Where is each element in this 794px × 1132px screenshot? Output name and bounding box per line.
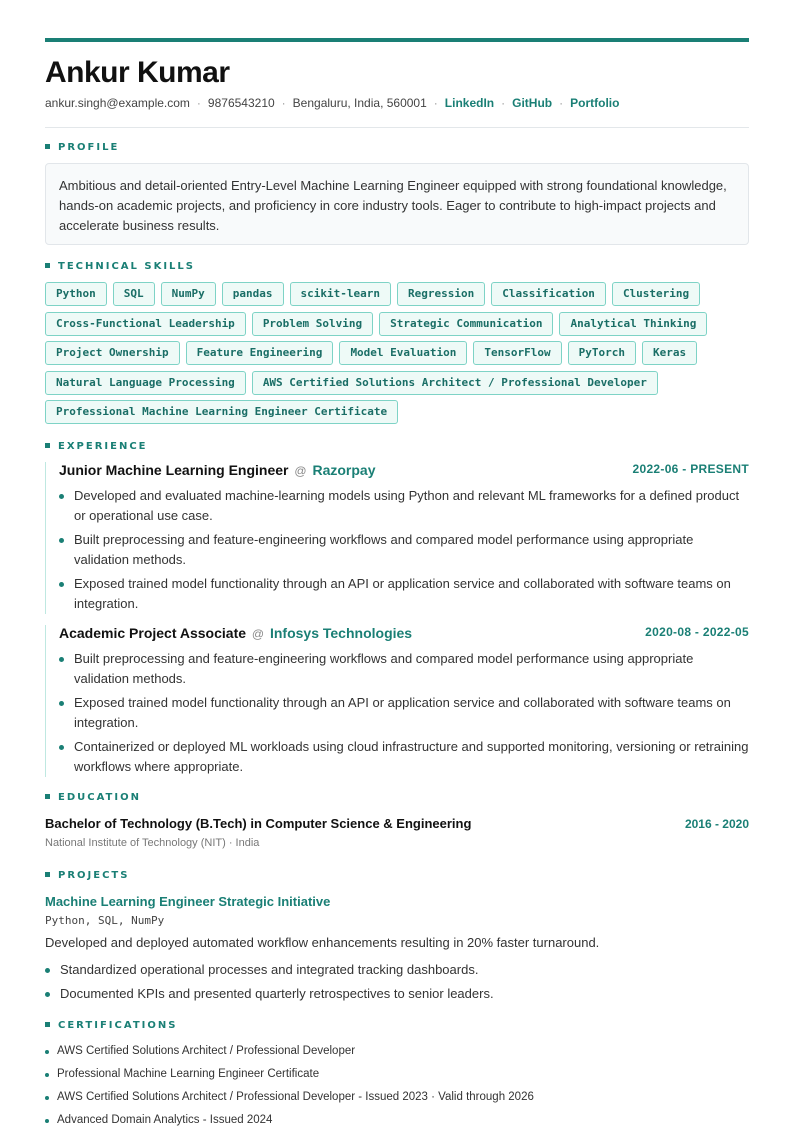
certification-item: Professional Machine Learning Engineer Certificate	[45, 1063, 534, 1086]
job-bullet: Exposed trained model functionality through an API or application service and collaborated with software teams on integration.	[59, 693, 749, 733]
project-bullet: Documented KPIs and presented quarterly retrospectives to senior leaders.	[45, 984, 494, 1004]
experience-entry	[45, 462, 749, 614]
skill-chip: Cross-Functional Leadership	[45, 312, 246, 336]
job-bullet: Developed and evaluated machine-learning models using Python and relevant ML frameworks for a defined product or operational use case.	[59, 486, 749, 526]
certifications-list	[45, 1040, 534, 1132]
section-marker	[45, 263, 50, 268]
skill-chip: Python	[45, 282, 107, 306]
candidate-name: Ankur Kumar	[45, 56, 230, 89]
skills-chip-list	[45, 282, 749, 430]
job-bullets	[59, 486, 749, 618]
contact-email[interactable]: ankur.singh@example.com	[45, 96, 190, 110]
section-marker	[45, 872, 50, 877]
linkedin-link[interactable]: LinkedIn	[444, 96, 495, 110]
skill-chip: SQL	[113, 282, 155, 306]
skill-chip: Feature Engineering	[186, 341, 334, 365]
certifications-heading	[45, 1020, 177, 1031]
section-marker	[45, 443, 50, 448]
skills-row	[45, 371, 749, 401]
education-school: National Institute of Technology (NIT) · India	[45, 837, 260, 849]
skill-chip: Project Ownership	[45, 341, 180, 365]
skill-chip: Analytical Thinking	[559, 312, 707, 336]
education-degree: Bachelor of Technology (B.Tech) in Computer Science & Engineering	[45, 816, 472, 831]
skill-chip: scikit-learn	[290, 282, 391, 306]
section-marker	[45, 144, 50, 149]
company-name: Razorpay	[312, 462, 376, 478]
project-tech-stack: Python, SQL, NumPy	[45, 914, 165, 927]
separator-dot: ·	[281, 96, 286, 110]
at-symbol: @	[294, 464, 307, 478]
portfolio-link[interactable]: Portfolio	[570, 96, 620, 110]
certification-item: Advanced Domain Analytics - Issued 2024	[45, 1109, 534, 1132]
profile-summary: Ambitious and detail-oriented Entry-Level Machine Learning Engineer equipped with strong foundational knowledge, hands-on academic projects, and proficiency in core industry tools. Eager to contribute to high-impact projects and accelerate business results.	[45, 163, 749, 245]
accent-top-bar	[45, 38, 749, 42]
projects-heading-text: PROJECTS	[58, 870, 130, 881]
job-bullets	[59, 649, 749, 781]
contact-line	[45, 96, 619, 110]
section-marker	[45, 794, 50, 799]
project-bullet: Standardized operational processes and integrated tracking dashboards.	[45, 960, 494, 980]
profile-heading	[45, 142, 119, 153]
skill-chip: Professional Machine Learning Engineer Certificate	[45, 400, 398, 424]
education-heading	[45, 792, 141, 803]
job-bullet: Exposed trained model functionality through an API or application service and collaborated with software teams on integration.	[59, 574, 749, 614]
entry-accent-line	[45, 462, 46, 614]
certification-item: AWS Certified Solutions Architect / Professional Developer - Issued 2023 · Valid through 2026	[45, 1086, 534, 1109]
profile-heading-text: PROFILE	[58, 142, 120, 153]
job-bullet: Built preprocessing and feature-engineering workflows and compared model performance using appropriate validation methods.	[59, 530, 749, 570]
skill-chip: Clustering	[612, 282, 700, 306]
entry-accent-line	[45, 625, 46, 777]
skill-chip: Regression	[397, 282, 485, 306]
project-title: Machine Learning Engineer Strategic Initiative	[45, 894, 331, 909]
company-name: Infosys Technologies	[269, 625, 413, 641]
skill-chip: pandas	[222, 282, 284, 306]
job-dates: 2022-06 - PRESENT	[632, 462, 749, 476]
job-dates: 2020-08 - 2022-05	[645, 625, 749, 639]
experience-heading-text: EXPERIENCE	[58, 441, 148, 452]
skill-chip: AWS Certified Solutions Architect / Professional Developer	[252, 371, 658, 395]
skill-chip: NumPy	[161, 282, 216, 306]
certifications-heading-text: CERTIFICATIONS	[58, 1020, 178, 1031]
skills-row	[45, 400, 749, 430]
job-bullet: Containerized or deployed ML workloads using cloud infrastructure and supported monitoring, versioning or retraining workflows where appropriate.	[59, 737, 749, 777]
skill-chip: Keras	[642, 341, 697, 365]
separator-dot: ·	[433, 96, 438, 110]
job-title: Junior Machine Learning Engineer	[59, 462, 289, 478]
skills-row	[45, 341, 749, 371]
job-heading	[59, 625, 412, 641]
contact-location: Bengaluru, India, 560001	[292, 96, 427, 110]
job-title: Academic Project Associate	[59, 625, 247, 641]
projects-heading	[45, 870, 129, 881]
experience-entry	[45, 625, 749, 777]
skill-chip: Problem Solving	[252, 312, 373, 336]
at-symbol: @	[251, 627, 265, 641]
section-marker	[45, 1022, 50, 1027]
job-heading	[59, 462, 375, 478]
separator-dot: ·	[501, 96, 506, 110]
project-description: Developed and deployed automated workflow enhancements resulting in 20% faster turnaround.	[45, 935, 600, 950]
skill-chip: Classification	[491, 282, 606, 306]
header-divider	[45, 127, 749, 128]
skills-row	[45, 312, 749, 342]
skills-heading-text: TECHNICAL SKILLS	[58, 261, 195, 272]
skill-chip: Natural Language Processing	[45, 371, 246, 395]
skill-chip: TensorFlow	[473, 341, 561, 365]
skill-chip: Strategic Communication	[379, 312, 553, 336]
experience-heading	[45, 441, 148, 452]
skill-chip: PyTorch	[568, 341, 636, 365]
job-bullet: Built preprocessing and feature-engineering workflows and compared model performance using appropriate validation methods.	[59, 649, 749, 689]
skill-chip: Model Evaluation	[339, 341, 467, 365]
separator-dot: ·	[559, 96, 564, 110]
separator-dot: ·	[196, 96, 201, 110]
contact-phone: 9876543210	[207, 96, 275, 110]
project-bullets	[45, 960, 494, 1008]
education-heading-text: EDUCATION	[58, 792, 141, 803]
certification-item: AWS Certified Solutions Architect / Professional Developer	[45, 1040, 534, 1063]
github-link[interactable]: GitHub	[512, 96, 553, 110]
skills-heading	[45, 261, 195, 272]
skills-row	[45, 282, 749, 312]
education-dates: 2016 - 2020	[684, 817, 749, 831]
